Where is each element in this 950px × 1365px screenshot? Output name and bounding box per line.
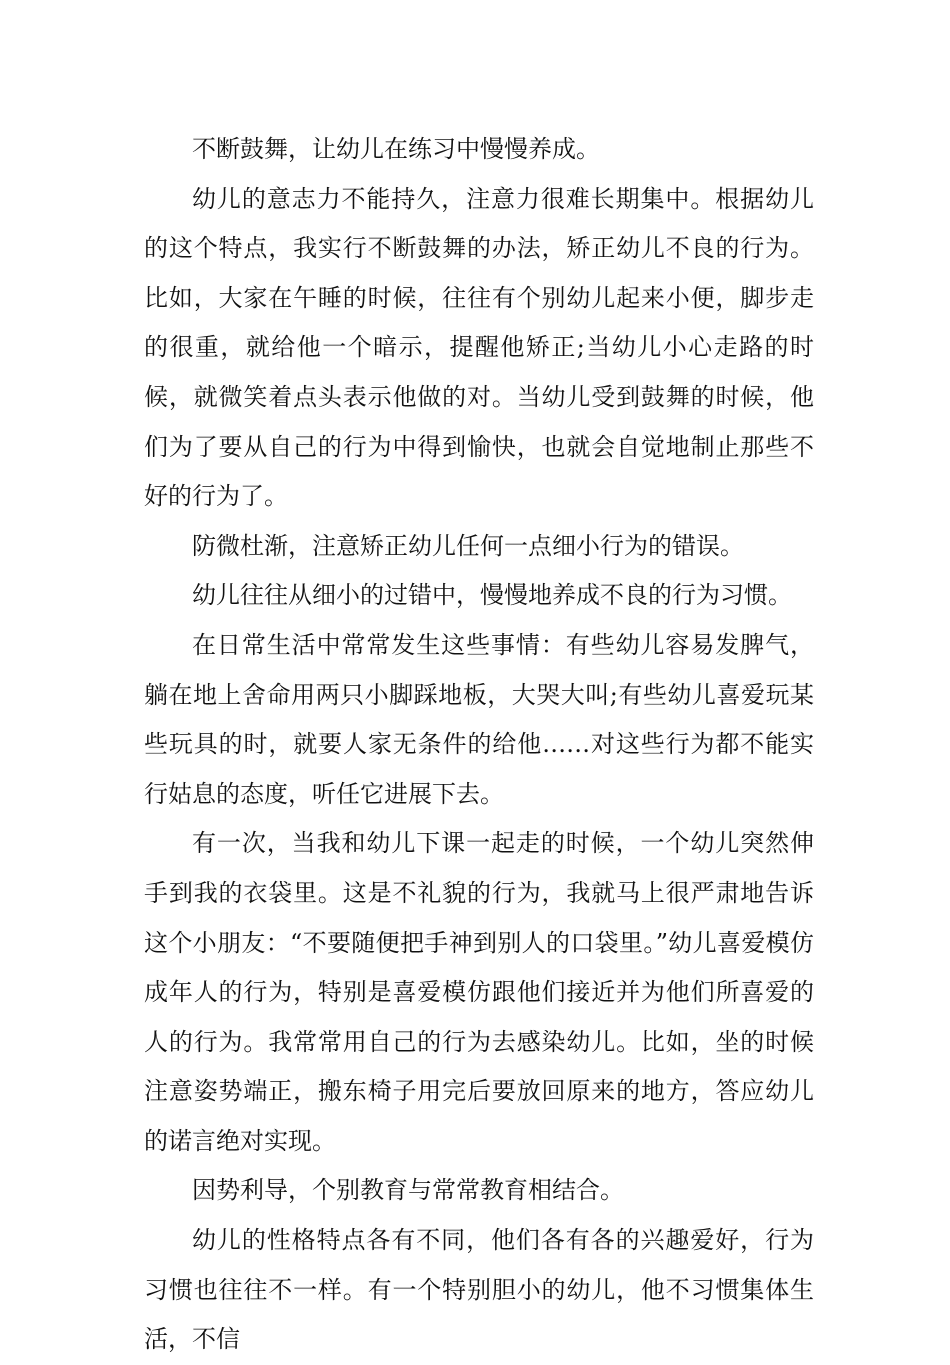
paragraph-4: 幼儿往往从细小的过错中，慢慢地养成不良的行为习惯。 [192,581,792,610]
paragraph-7: 因势利导，个别教育与常常教育相结合。 [192,1176,624,1205]
paragraph-6: 有一次，当我和幼儿下课一起走的时候，一个幼儿突然伸手到我的衣袋里。这是不礼貌的行为，我就马上很严肃地告诉这个小朋友：“不要随便把手神到别人的口袋里。”幼儿喜爱模仿成年人的行为，特别是喜爱模仿跟他们接近并为他们所喜爱的人的行为。我常常用自己的行为去感染幼儿。比如，坐的时候注意姿势端正，搬东椅子用完后要放回原来的地方，答应幼儿的诺言绝对实现。 [144,829,814,1155]
paragraph-5: 在日常生活中常常发生这些事情：有些幼儿容易发脾气，躺在地上舍命用两只小脚踩地板，大哭大叫;有些幼儿喜爱玩某些玩具的时，就要人家无条件的给他……对这些行为都不能实行姑息的态度，听任它进展下去。 [144,630,814,808]
paragraph-3: 防微杜渐，注意矫正幼儿任何一点细小行为的错误。 [192,531,744,560]
paragraph-1: 不断鼓舞，让幼儿在练习中慢慢养成。 [192,135,600,163]
paragraph-2: 幼儿的意志力不能持久，注意力很难长期集中。根据幼儿的这个特点，我实行不断鼓舞的办法，矫正幼儿不良的行为。比如，大家在午睡的时候，往往有个别幼儿起来小便，脚步走的很重，就给他一个暗示，提醒他矫正;当幼儿小心走路的时候，就微笑着点头表示他做的对。当幼儿受到鼓舞的时候，他们为了要从自己的行为中得到愉快，也就会自觉地制止那些不好的行为了。 [144,184,814,511]
body-text [144,125,814,1365]
paragraph-8: 幼儿的性格特点各有不同，他们各有各的兴趣爱好，行为习惯也往往不一样。有一个特别胆小的幼儿，他不习惯集体生活，不信 [144,1226,814,1354]
